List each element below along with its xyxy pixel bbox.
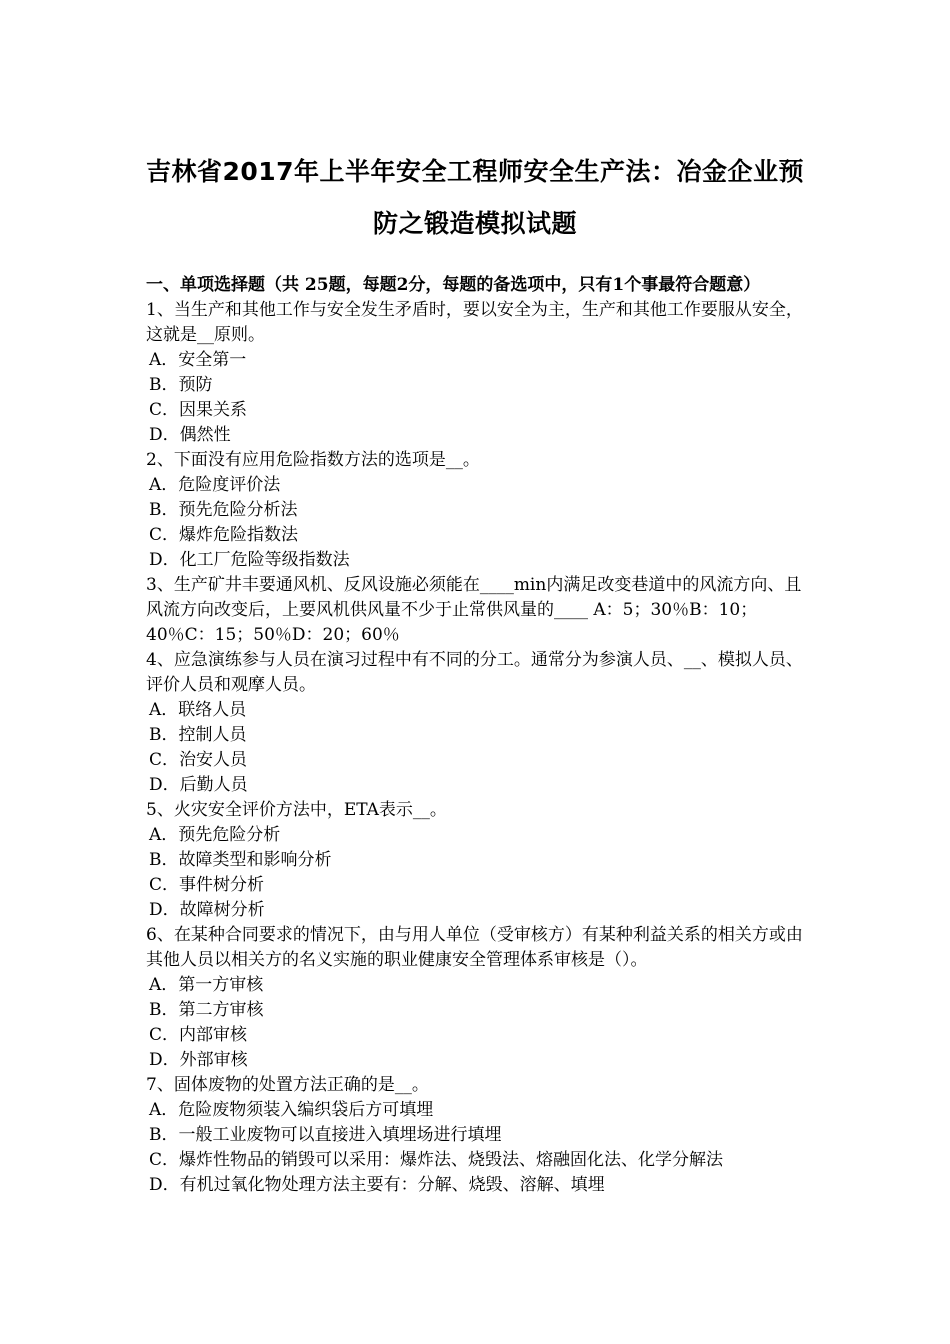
question-text: 7、固体废物的处置方法正确的是__。 — [146, 1075, 429, 1095]
title-line-2: 防之锻造模拟试题 — [372, 209, 577, 238]
option-a: A．联络人员 — [149, 700, 247, 720]
question-2 — [146, 448, 808, 573]
question-6 — [146, 923, 808, 1073]
question-text: 3、生产矿井丰要通风机、反风设施必须能在____min内满足改变巷道中的风流方向、且风流方向改变后，上要风机供风量不少于止常供风量的____ A：5；30％B：10；40％C：15；50％D：20；60％ — [146, 575, 802, 645]
question-text: 2、下面没有应用危险指数方法的选项是__。 — [146, 450, 480, 470]
title-line-1: 吉林省2017年上半年安全工程师安全生产法：冶金企业预 — [145, 157, 805, 186]
question-text: 5、火灾安全评价方法中，ETA表示__。 — [146, 800, 447, 820]
option-c: C．爆炸危险指数法 — [149, 525, 299, 545]
question-text: 4、应急演练参与人员在演习过程中有不同的分工。通常分为参演人员、__、模拟人员、评价人员和观摩人员。 — [146, 650, 803, 695]
option-c: C．爆炸性物品的销毁可以采用：爆炸法、烧毁法、熔融固化法、化学分解法 — [149, 1150, 724, 1170]
option-d: D．化工厂危险等级指数法 — [149, 550, 350, 570]
option-d: D．外部审核 — [149, 1050, 248, 1070]
option-d: D．后勤人员 — [149, 775, 248, 795]
option-c: C．治安人员 — [149, 750, 248, 770]
option-a: A．安全第一 — [149, 350, 247, 370]
question-1 — [146, 298, 808, 448]
question-7 — [146, 1073, 808, 1198]
option-a: A．预先危险分析 — [149, 825, 281, 845]
option-a: A．危险度评价法 — [149, 475, 281, 495]
question-5 — [146, 798, 808, 923]
option-b: B．控制人员 — [149, 725, 247, 745]
option-b: B．第二方审核 — [149, 1000, 264, 1020]
option-d: D．故障树分析 — [149, 900, 265, 920]
option-b: B．一般工业废物可以直接进入填埋场进行填埋 — [149, 1125, 502, 1145]
option-b: B．预先危险分析法 — [149, 500, 298, 520]
option-d: D．偶然性 — [149, 425, 231, 445]
document-body — [146, 273, 808, 1198]
option-c: C．因果关系 — [149, 400, 248, 420]
question-text: 6、在某种合同要求的情况下，由与用人单位（受审核方）有某种利益关系的相关方或由其他人员以相关方的名义实施的职业健康安全管理体系审核是（）。 — [146, 925, 803, 970]
document-title — [130, 146, 820, 250]
section-heading: 一、单项选择题（共 25题，每题2分，每题的备选项中，只有1个事最符合题意） — [146, 275, 761, 295]
question-text: 1、当生产和其他工作与安全发生矛盾时，要以安全为主，生产和其他工作要服从安全，这就是__原则。 — [146, 300, 803, 345]
option-b: B．预防 — [149, 375, 213, 395]
question-3 — [146, 573, 808, 648]
option-a: A．第一方审核 — [149, 975, 264, 995]
option-c: C．内部审核 — [149, 1025, 248, 1045]
question-4 — [146, 648, 808, 798]
option-a: A．危险废物须装入编织袋后方可填埋 — [149, 1100, 434, 1120]
option-d: D．有机过氧化物处理方法主要有：分解、烧毁、溶解、填埋 — [149, 1175, 605, 1195]
option-c: C．事件树分析 — [149, 875, 265, 895]
option-b: B．故障类型和影响分析 — [149, 850, 332, 870]
